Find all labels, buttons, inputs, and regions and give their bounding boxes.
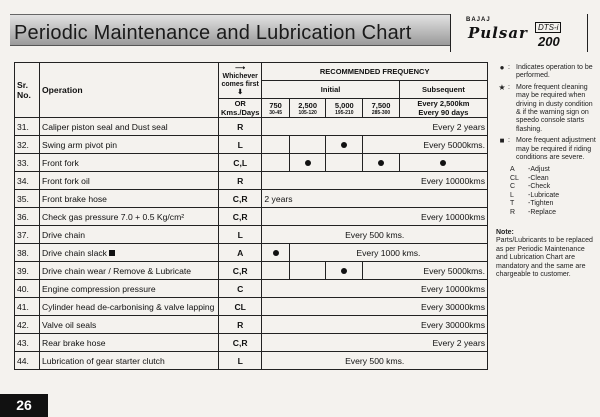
table-row — [15, 316, 488, 334]
row-num: 32. — [15, 136, 40, 154]
square-note-text: More frequent adjustment may be required if riding conditions are severe. — [516, 137, 596, 162]
row-code: C,R — [219, 334, 262, 352]
note-title: Note: — [496, 228, 514, 236]
interval-1 — [262, 99, 289, 118]
row-num: 44. — [15, 352, 40, 370]
star-note-text: More frequent cleaning may be required when driving in dusty condition & if the warning sign on speedo console starts flashing. — [516, 83, 593, 133]
row-operation: Front fork oil — [40, 172, 219, 190]
row-code: C — [219, 280, 262, 298]
row-code: R — [219, 118, 262, 136]
row-code: A — [219, 244, 262, 262]
row-cell-750 — [262, 154, 289, 172]
row-code: R — [219, 316, 262, 334]
initial-header: Initial — [262, 81, 399, 99]
row-frequency: 2 years — [262, 190, 488, 208]
table-row — [15, 118, 488, 136]
row-num: 43. — [15, 334, 40, 352]
row-code: L — [219, 352, 262, 370]
row-code: C,L — [219, 154, 262, 172]
note-text: Parts/Lubricants to be replaced as per Periodic Maintenance and Lubrication Chart are mandatory and the same are chargeable to customer. — [496, 237, 593, 278]
interval-2-kms: 2,500 — [298, 100, 318, 110]
table-row — [15, 208, 488, 226]
row-cell-5000 — [326, 136, 363, 154]
interval-1-days: 30-45 — [269, 109, 282, 116]
subsequent-days: Every 90 days — [418, 108, 469, 117]
row-frequency: Every 2 years — [262, 118, 488, 136]
interval-3-days: 195-210 — [335, 109, 354, 116]
row-code: R — [219, 172, 262, 190]
row-frequency: Every 10000kms — [262, 208, 488, 226]
row-cell-7500 — [363, 154, 400, 172]
dot-icon — [273, 250, 279, 256]
row-cell-2500 — [289, 154, 326, 172]
table-row — [15, 136, 488, 154]
subsequent-header: Subsequent — [399, 81, 487, 99]
row-num: 39. — [15, 262, 40, 280]
kms-days-label: OR Kms./Days — [219, 99, 262, 118]
row-operation: Rear brake hose — [40, 334, 219, 352]
page-number: 26 — [0, 394, 48, 417]
row-operation-cell — [40, 244, 219, 262]
row-code: C,R — [219, 208, 262, 226]
page-header — [0, 0, 600, 52]
dot-note: ● : Indicates operation to be performed. — [496, 64, 596, 81]
row-frequency: Every 10000kms — [262, 172, 488, 190]
maintenance-table — [14, 62, 488, 370]
legend-item: C - Check — [510, 183, 551, 191]
row-num: 37. — [15, 226, 40, 244]
subsequent-interval — [399, 99, 487, 118]
row-operation: Engine compression pressure — [40, 280, 219, 298]
dot-icon — [378, 160, 384, 166]
down-arrow-icon: ⬇ — [237, 88, 244, 96]
row-operation: Swing arm pivot pin — [40, 136, 219, 154]
row-frequency: Every 5000kms. — [363, 262, 488, 280]
legend-item: A - Adjust — [510, 166, 550, 174]
row-frequency: Every 500 kms. — [262, 352, 488, 370]
kms-label: Kms. — [221, 108, 240, 117]
or-label: OR — [234, 99, 246, 108]
row-cell-5000 — [326, 262, 363, 280]
table-row — [15, 334, 488, 352]
row-operation: Front fork — [40, 154, 219, 172]
brand-model: 200 — [538, 34, 560, 49]
row-operation: Cylinder head de-carbonising & valve lapping — [40, 298, 219, 316]
table-row — [15, 262, 488, 280]
row-cell-750 — [262, 262, 289, 280]
table-row — [15, 172, 488, 190]
row-num: 34. — [15, 172, 40, 190]
square-marker-icon — [109, 250, 115, 256]
brand-maker: BAJAJ — [466, 17, 491, 23]
table-row — [15, 280, 488, 298]
row-code: L — [219, 136, 262, 154]
row-code: CL — [219, 298, 262, 316]
row-cell-subsequent — [399, 154, 487, 172]
row-num: 41. — [15, 298, 40, 316]
dot-icon — [341, 142, 347, 148]
row-cell-5000 — [326, 154, 363, 172]
row-frequency: Every 30000kms — [262, 316, 488, 334]
star-note: ★ : More frequent cleaning may be required when driving in dusty condition & if the warning sign on speedo console starts flashing. — [496, 84, 596, 134]
row-code: C,R — [219, 262, 262, 280]
table-row — [15, 226, 488, 244]
row-cell-750 — [262, 136, 289, 154]
col-operation-header: Operation — [40, 63, 219, 118]
row-frequency: Every 2 years — [262, 334, 488, 352]
dot-icon — [440, 160, 446, 166]
row-operation: Valve oil seals — [40, 316, 219, 334]
row-frequency: Every 500 kms. — [262, 226, 488, 244]
row-frequency: Every 10000kms — [262, 280, 488, 298]
row-operation: Caliper piston seal and Dust seal — [40, 118, 219, 136]
dot-note-text: Indicates operation to be performed. — [516, 64, 593, 80]
row-num: 42. — [15, 316, 40, 334]
row-frequency: Every 1000 kms. — [289, 244, 487, 262]
dot-icon — [341, 268, 347, 274]
table-row — [15, 154, 488, 172]
table-row — [15, 298, 488, 316]
row-cell-2500 — [289, 136, 326, 154]
row-cell-750 — [262, 244, 289, 262]
interval-4-kms: 7,500 — [371, 100, 391, 110]
interval-3-kms: 5,000 — [334, 100, 354, 110]
row-num: 33. — [15, 154, 40, 172]
row-cell-2500 — [289, 262, 326, 280]
sidebar-notes — [496, 64, 596, 279]
interval-4 — [363, 99, 400, 118]
row-operation: Front brake hose — [40, 190, 219, 208]
col-whichever-header — [219, 63, 262, 99]
row-code: L — [219, 226, 262, 244]
brand-name: Pulsar — [468, 24, 528, 42]
interval-4-days: 285-300 — [371, 109, 391, 116]
row-num: 36. — [15, 208, 40, 226]
row-num: 35. — [15, 190, 40, 208]
legend-item: R - Replace — [510, 208, 557, 216]
row-num: 40. — [15, 280, 40, 298]
interval-2 — [289, 99, 326, 118]
square-note: ■ : More frequent adjustment may be required if riding conditions are severe. — [496, 137, 596, 162]
row-code: C,R — [219, 190, 262, 208]
table-row — [15, 244, 488, 262]
star-icon: ★ — [498, 82, 506, 92]
days-label: Days — [241, 108, 260, 117]
row-operation: Drive chain — [40, 226, 219, 244]
row-operation: Drive chain slack — [42, 247, 107, 258]
brand-variant: DTS-i — [535, 22, 561, 33]
legend-item: CL - Clean — [510, 174, 549, 182]
square-legend-icon: ■ — [499, 136, 505, 146]
interval-2-days: 105-120 — [298, 109, 317, 116]
whichever-line2: comes first — [221, 80, 259, 88]
row-operation: Drive chain wear / Remove & Lubricate — [40, 262, 219, 280]
dot-legend-icon: ● — [499, 63, 505, 72]
col-frequency-header: RECOMMENDED FREQUENCY — [262, 63, 488, 81]
row-operation: Lubrication of gear starter clutch — [40, 352, 219, 370]
row-num: 38. — [15, 244, 40, 262]
legend-item: T - Tighten — [510, 200, 554, 208]
row-num: 31. — [15, 118, 40, 136]
legend-item: L - Lubricate — [510, 191, 560, 199]
dot-icon — [305, 160, 311, 166]
row-operation: Check gas pressure 7.0 + 0.5 Kg/cm² — [40, 208, 219, 226]
whichever-line1: Whichever — [222, 72, 258, 80]
page-title: Periodic Maintenance and Lubrication Chart — [14, 22, 412, 44]
subsequent-kms: Every 2,500km — [417, 99, 470, 108]
whichever-arrow-icon: ⟶ — [235, 64, 246, 72]
table-row — [15, 352, 488, 370]
interval-1-kms: 750 — [269, 100, 282, 110]
interval-3 — [326, 99, 363, 118]
row-frequency: Every 30000kms — [262, 298, 488, 316]
code-legend — [496, 166, 596, 216]
row-frequency: Every 5000kms. — [363, 136, 488, 154]
table-row — [15, 190, 488, 208]
col-sr-header: Sr. No. — [15, 63, 40, 118]
